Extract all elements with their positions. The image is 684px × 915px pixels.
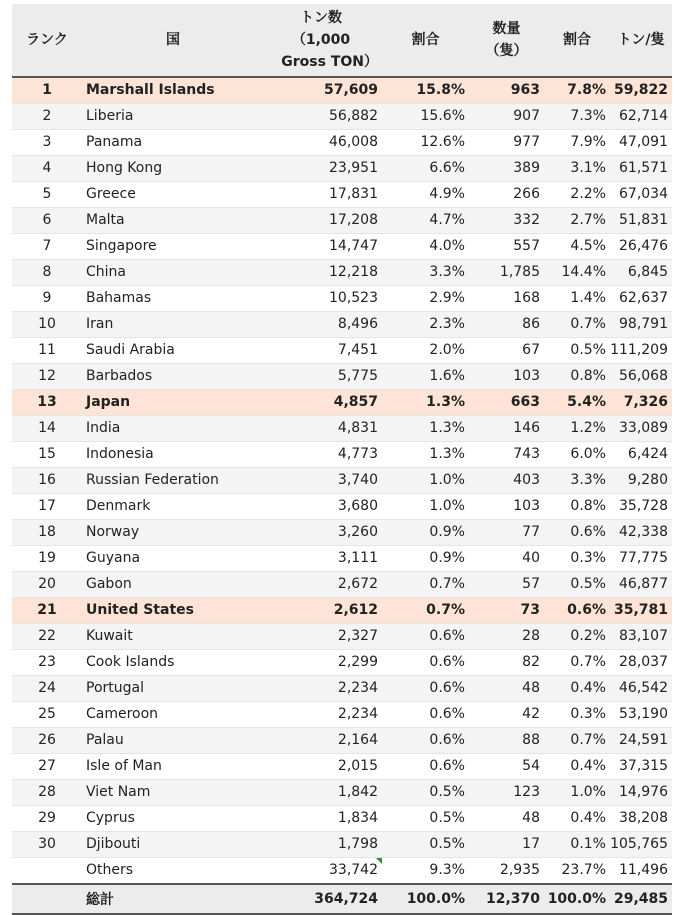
header-share1: 割合	[382, 4, 469, 77]
vessel-share-cell: 0.4%	[544, 754, 610, 780]
ton-per-vessel-cell: 46,542	[610, 676, 672, 702]
ton-per-vessel-cell: 51,831	[610, 208, 672, 234]
vessel-count-cell: 557	[469, 234, 544, 260]
tonnage-cell: 57,609	[264, 77, 382, 104]
tonnage-cell: 2,164	[264, 728, 382, 754]
country-cell: Russian Federation	[82, 468, 264, 494]
tonnage-share-cell: 15.6%	[382, 104, 469, 130]
tonnage-cell: 2,672	[264, 572, 382, 598]
vessel-share-cell: 0.6%	[544, 520, 610, 546]
ton-per-vessel-cell: 62,714	[610, 104, 672, 130]
table-row	[12, 546, 672, 572]
country-cell: China	[82, 260, 264, 286]
vessel-share-cell: 7.8%	[544, 77, 610, 104]
vessel-share-cell: 1.0%	[544, 780, 610, 806]
country-cell: Djibouti	[82, 832, 264, 858]
tonnage-cell: 2,234	[264, 676, 382, 702]
vessel-count-cell: 17	[469, 832, 544, 858]
ton-per-vessel-cell: 105,765	[610, 832, 672, 858]
table-row	[12, 572, 672, 598]
rank-cell: 21	[12, 598, 82, 624]
tonnage-share-cell: 1.0%	[382, 494, 469, 520]
rank-cell: 24	[12, 676, 82, 702]
rank-cell: 4	[12, 156, 82, 182]
tonnage-cell: 2,015	[264, 754, 382, 780]
tonnage-share-cell: 4.9%	[382, 182, 469, 208]
rank-cell: 13	[12, 390, 82, 416]
tonnage-cell: 4,773	[264, 442, 382, 468]
country-cell: Marshall Islands	[82, 77, 264, 104]
tonnage-share-cell: 0.5%	[382, 780, 469, 806]
table-row	[12, 104, 672, 130]
vessel-share-cell: 6.0%	[544, 442, 610, 468]
vessel-share-cell: 2.7%	[544, 208, 610, 234]
table-row	[12, 494, 672, 520]
ton-per-vessel-cell: 14,976	[610, 780, 672, 806]
vessel-share-cell: 0.5%	[544, 572, 610, 598]
rank-cell: 19	[12, 546, 82, 572]
vessel-share-cell: 1.2%	[544, 416, 610, 442]
table-row	[12, 364, 672, 390]
total-share1: 100.0%	[382, 884, 469, 914]
ton-per-vessel-cell: 67,034	[610, 182, 672, 208]
rank-cell: 26	[12, 728, 82, 754]
ton-per-vessel-cell: 98,791	[610, 312, 672, 338]
vessel-count-cell: 123	[469, 780, 544, 806]
country-cell: Greece	[82, 182, 264, 208]
country-cell: Guyana	[82, 546, 264, 572]
vessel-count-cell: 103	[469, 494, 544, 520]
rank-cell: 11	[12, 338, 82, 364]
header-tonnage	[264, 4, 382, 77]
total-share2: 100.0%	[544, 884, 610, 914]
table-row	[12, 728, 672, 754]
table-row	[12, 442, 672, 468]
vessel-count-cell: 40	[469, 546, 544, 572]
tonnage-cell: 56,882	[264, 104, 382, 130]
rank-cell	[12, 858, 82, 885]
tonnage-cell: 1,798	[264, 832, 382, 858]
tonnage-share-cell: 1.0%	[382, 468, 469, 494]
vessel-share-cell: 23.7%	[544, 858, 610, 885]
rank-cell: 14	[12, 416, 82, 442]
country-cell: Barbados	[82, 364, 264, 390]
vessel-count-cell: 57	[469, 572, 544, 598]
tonnage-share-cell: 2.3%	[382, 312, 469, 338]
vessel-count-cell: 77	[469, 520, 544, 546]
vessel-count-cell: 743	[469, 442, 544, 468]
total-rank-cell	[12, 884, 82, 914]
tonnage-cell: 17,831	[264, 182, 382, 208]
total-label: 総計	[82, 884, 264, 914]
tonnage-share-cell: 1.3%	[382, 442, 469, 468]
tonnage-cell: 1,834	[264, 806, 382, 832]
vessel-count-cell: 48	[469, 806, 544, 832]
vessel-share-cell: 14.4%	[544, 260, 610, 286]
tonnage-share-cell: 0.6%	[382, 650, 469, 676]
rank-cell: 23	[12, 650, 82, 676]
tonnage-cell: 2,327	[264, 624, 382, 650]
vessel-share-cell: 0.3%	[544, 546, 610, 572]
rank-cell: 20	[12, 572, 82, 598]
tonnage-cell: 4,831	[264, 416, 382, 442]
country-cell: Others	[82, 858, 264, 885]
tonnage-cell: 12,218	[264, 260, 382, 286]
tonnage-share-cell: 2.0%	[382, 338, 469, 364]
rank-cell: 10	[12, 312, 82, 338]
country-cell: Bahamas	[82, 286, 264, 312]
ton-per-vessel-cell: 47,091	[610, 130, 672, 156]
table-row	[12, 234, 672, 260]
tonnage-share-cell: 12.6%	[382, 130, 469, 156]
tonnage-cell: 14,747	[264, 234, 382, 260]
vessel-share-cell: 0.5%	[544, 338, 610, 364]
vessel-share-cell: 3.3%	[544, 468, 610, 494]
rank-cell: 18	[12, 520, 82, 546]
vessel-share-cell: 0.7%	[544, 650, 610, 676]
header-country: 国	[82, 4, 264, 77]
rank-cell: 16	[12, 468, 82, 494]
vessel-count-cell: 266	[469, 182, 544, 208]
country-cell: Isle of Man	[82, 754, 264, 780]
tonnage-cell: 46,008	[264, 130, 382, 156]
table-row	[12, 520, 672, 546]
tonnage-share-cell: 0.7%	[382, 572, 469, 598]
country-cell: Saudi Arabia	[82, 338, 264, 364]
country-cell: Gabon	[82, 572, 264, 598]
header-count-line1: 数量	[492, 21, 521, 37]
tonnage-share-cell: 0.9%	[382, 546, 469, 572]
total-row	[12, 884, 672, 914]
rank-cell: 8	[12, 260, 82, 286]
vessel-share-cell: 3.1%	[544, 156, 610, 182]
table-row	[12, 416, 672, 442]
rank-cell: 3	[12, 130, 82, 156]
tonnage-cell: 7,451	[264, 338, 382, 364]
table-row	[12, 260, 672, 286]
rank-cell: 15	[12, 442, 82, 468]
table-row	[12, 182, 672, 208]
ton-per-vessel-cell: 6,424	[610, 442, 672, 468]
ton-per-vessel-cell: 37,315	[610, 754, 672, 780]
vessel-count-cell: 73	[469, 598, 544, 624]
vessel-share-cell: 0.7%	[544, 312, 610, 338]
tonnage-share-cell: 9.3%	[382, 858, 469, 885]
rank-cell: 9	[12, 286, 82, 312]
vessel-share-cell: 0.1%	[544, 832, 610, 858]
total-tonnage: 364,724	[264, 884, 382, 914]
ton-per-vessel-cell: 11,496	[610, 858, 672, 885]
vessel-count-cell: 907	[469, 104, 544, 130]
tonnage-share-cell: 3.3%	[382, 260, 469, 286]
rank-cell: 25	[12, 702, 82, 728]
tonnage-cell: 4,857	[264, 390, 382, 416]
vessel-count-cell: 88	[469, 728, 544, 754]
header-row	[12, 4, 672, 77]
vessel-share-cell: 0.8%	[544, 494, 610, 520]
country-cell: Malta	[82, 208, 264, 234]
header-count-line2: （隻）	[485, 43, 528, 59]
tonnage-cell: 17,208	[264, 208, 382, 234]
ship-registry-table	[12, 4, 672, 915]
vessel-share-cell: 7.9%	[544, 130, 610, 156]
header-tonnage-line1: トン数	[300, 10, 342, 26]
table-row	[12, 858, 672, 885]
vessel-count-cell: 1,785	[469, 260, 544, 286]
tonnage-share-cell: 0.7%	[382, 598, 469, 624]
tonnage-share-cell: 1.6%	[382, 364, 469, 390]
tonnage-share-cell: 0.9%	[382, 520, 469, 546]
table-row	[12, 130, 672, 156]
tonnage-share-cell: 0.6%	[382, 702, 469, 728]
ton-per-vessel-cell: 35,781	[610, 598, 672, 624]
country-cell: Palau	[82, 728, 264, 754]
ton-per-vessel-cell: 83,107	[610, 624, 672, 650]
tonnage-share-cell: 1.3%	[382, 416, 469, 442]
vessel-share-cell: 0.6%	[544, 598, 610, 624]
ton-per-vessel-cell: 24,591	[610, 728, 672, 754]
country-cell: Cook Islands	[82, 650, 264, 676]
vessel-count-cell: 332	[469, 208, 544, 234]
tonnage-share-cell: 0.5%	[382, 832, 469, 858]
table-row	[12, 77, 672, 104]
table-row	[12, 598, 672, 624]
tonnage-share-cell: 2.9%	[382, 286, 469, 312]
vessel-count-cell: 2,935	[469, 858, 544, 885]
rank-cell: 17	[12, 494, 82, 520]
vessel-count-cell: 103	[469, 364, 544, 390]
vessel-count-cell: 663	[469, 390, 544, 416]
header-ton-per-vessel: トン/隻	[610, 4, 672, 77]
country-cell: Portugal	[82, 676, 264, 702]
tonnage-share-cell: 6.6%	[382, 156, 469, 182]
table-row	[12, 286, 672, 312]
tonnage-cell: 3,111	[264, 546, 382, 572]
vessel-count-cell: 28	[469, 624, 544, 650]
country-cell: Hong Kong	[82, 156, 264, 182]
tonnage-cell: 33,742	[264, 858, 382, 885]
tonnage-share-cell: 1.3%	[382, 390, 469, 416]
header-rank: ランク	[12, 4, 82, 77]
table-row	[12, 650, 672, 676]
ton-per-vessel-cell: 6,845	[610, 260, 672, 286]
vessel-share-cell: 0.4%	[544, 676, 610, 702]
ton-per-vessel-cell: 61,571	[610, 156, 672, 182]
country-cell: Panama	[82, 130, 264, 156]
ton-per-vessel-cell: 59,822	[610, 77, 672, 104]
table-row	[12, 468, 672, 494]
table-row	[12, 702, 672, 728]
tonnage-cell: 5,775	[264, 364, 382, 390]
rank-cell: 2	[12, 104, 82, 130]
vessel-count-cell: 48	[469, 676, 544, 702]
table-row	[12, 312, 672, 338]
rank-cell: 30	[12, 832, 82, 858]
tonnage-share-cell: 0.5%	[382, 806, 469, 832]
country-cell: United States	[82, 598, 264, 624]
tonnage-share-cell: 0.6%	[382, 728, 469, 754]
ton-per-vessel-cell: 35,728	[610, 494, 672, 520]
table-row	[12, 624, 672, 650]
table-row	[12, 676, 672, 702]
country-cell: India	[82, 416, 264, 442]
country-cell: Japan	[82, 390, 264, 416]
vessel-share-cell: 4.5%	[544, 234, 610, 260]
tonnage-share-cell: 4.7%	[382, 208, 469, 234]
country-cell: Norway	[82, 520, 264, 546]
ton-per-vessel-cell: 42,338	[610, 520, 672, 546]
vessel-share-cell: 0.4%	[544, 806, 610, 832]
vessel-count-cell: 977	[469, 130, 544, 156]
vessel-count-cell: 67	[469, 338, 544, 364]
tonnage-share-cell: 4.0%	[382, 234, 469, 260]
tonnage-cell: 3,680	[264, 494, 382, 520]
tonnage-cell: 3,260	[264, 520, 382, 546]
total-ton-per-vessel: 29,485	[610, 884, 672, 914]
table-row	[12, 208, 672, 234]
rank-cell: 29	[12, 806, 82, 832]
tonnage-cell: 2,234	[264, 702, 382, 728]
ton-per-vessel-cell: 38,208	[610, 806, 672, 832]
rank-cell: 6	[12, 208, 82, 234]
header-count	[469, 4, 544, 77]
tonnage-cell: 23,951	[264, 156, 382, 182]
rank-cell: 7	[12, 234, 82, 260]
ton-per-vessel-cell: 53,190	[610, 702, 672, 728]
vessel-count-cell: 403	[469, 468, 544, 494]
ton-per-vessel-cell: 26,476	[610, 234, 672, 260]
vessel-share-cell: 5.4%	[544, 390, 610, 416]
ton-per-vessel-cell: 46,877	[610, 572, 672, 598]
ton-per-vessel-cell: 7,326	[610, 390, 672, 416]
ton-per-vessel-cell: 33,089	[610, 416, 672, 442]
country-cell: Iran	[82, 312, 264, 338]
tonnage-cell: 2,612	[264, 598, 382, 624]
tonnage-cell: 2,299	[264, 650, 382, 676]
tonnage-cell: 8,496	[264, 312, 382, 338]
vessel-share-cell: 1.4%	[544, 286, 610, 312]
tonnage-share-cell: 0.6%	[382, 754, 469, 780]
table-row	[12, 390, 672, 416]
rank-cell: 28	[12, 780, 82, 806]
tonnage-share-cell: 0.6%	[382, 624, 469, 650]
header-tonnage-line3: Gross TON）	[281, 54, 378, 70]
tonnage-share-cell: 15.8%	[382, 77, 469, 104]
ton-per-vessel-cell: 77,775	[610, 546, 672, 572]
table-row	[12, 780, 672, 806]
ton-per-vessel-cell: 28,037	[610, 650, 672, 676]
vessel-count-cell: 963	[469, 77, 544, 104]
table-row	[12, 156, 672, 182]
vessel-count-cell: 146	[469, 416, 544, 442]
vessel-share-cell: 0.7%	[544, 728, 610, 754]
vessel-count-cell: 42	[469, 702, 544, 728]
tonnage-cell: 10,523	[264, 286, 382, 312]
vessel-share-cell: 7.3%	[544, 104, 610, 130]
tonnage-cell: 1,842	[264, 780, 382, 806]
table-row	[12, 832, 672, 858]
vessel-share-cell: 0.8%	[544, 364, 610, 390]
tonnage-cell: 3,740	[264, 468, 382, 494]
rank-cell: 5	[12, 182, 82, 208]
country-cell: Singapore	[82, 234, 264, 260]
vessel-count-cell: 54	[469, 754, 544, 780]
rank-cell: 12	[12, 364, 82, 390]
vessel-share-cell: 0.3%	[544, 702, 610, 728]
rank-cell: 1	[12, 77, 82, 104]
vessel-count-cell: 86	[469, 312, 544, 338]
country-cell: Liberia	[82, 104, 264, 130]
country-cell: Indonesia	[82, 442, 264, 468]
country-cell: Cyprus	[82, 806, 264, 832]
country-cell: Viet Nam	[82, 780, 264, 806]
country-cell: Cameroon	[82, 702, 264, 728]
tonnage-share-cell: 0.6%	[382, 676, 469, 702]
total-count: 12,370	[469, 884, 544, 914]
vessel-count-cell: 168	[469, 286, 544, 312]
ton-per-vessel-cell: 56,068	[610, 364, 672, 390]
country-cell: Denmark	[82, 494, 264, 520]
ton-per-vessel-cell: 111,209	[610, 338, 672, 364]
rank-cell: 22	[12, 624, 82, 650]
rank-cell: 27	[12, 754, 82, 780]
vessel-share-cell: 2.2%	[544, 182, 610, 208]
header-share2: 割合	[544, 4, 610, 77]
vessel-count-cell: 82	[469, 650, 544, 676]
vessel-count-cell: 389	[469, 156, 544, 182]
header-tonnage-line2: （1,000	[291, 32, 351, 48]
ton-per-vessel-cell: 62,637	[610, 286, 672, 312]
vessel-share-cell: 0.2%	[544, 624, 610, 650]
ton-per-vessel-cell: 9,280	[610, 468, 672, 494]
table-row	[12, 754, 672, 780]
table-body	[12, 77, 672, 884]
country-cell: Kuwait	[82, 624, 264, 650]
table-row	[12, 338, 672, 364]
table-row	[12, 806, 672, 832]
